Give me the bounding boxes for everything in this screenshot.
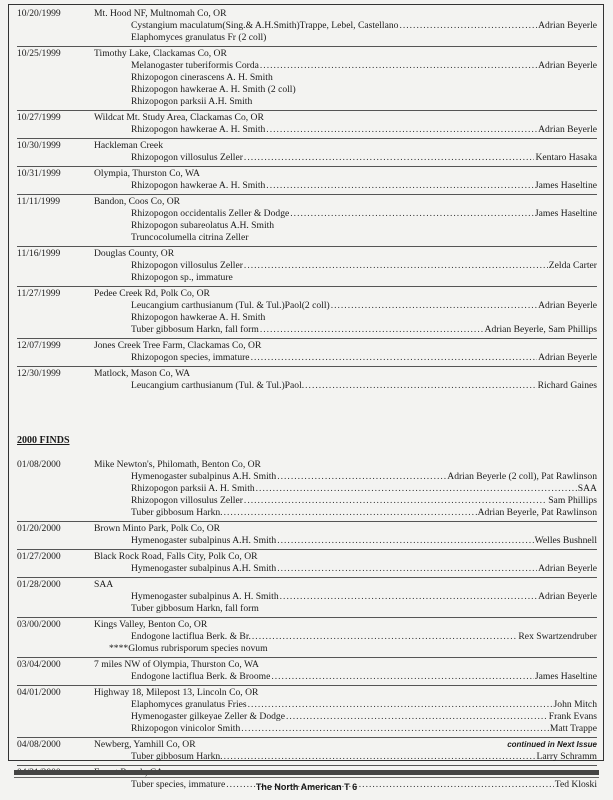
- collector-name: Adrian Beyerle: [538, 124, 597, 135]
- leader-dots: [271, 671, 534, 683]
- species-row: [131, 20, 597, 32]
- leader-dots: [256, 483, 577, 495]
- entry-header: [17, 368, 597, 380]
- collector-name: John Mitch: [553, 699, 597, 710]
- leader-dots: [286, 711, 548, 723]
- species-name: Elaphomyces granulatus Fries: [131, 699, 247, 710]
- collector-name: Frank Evans: [548, 711, 597, 722]
- find-entry: [17, 578, 597, 618]
- entry-date: 10/30/1999: [17, 140, 61, 151]
- leader-dots: [399, 20, 537, 32]
- footer-rule: [14, 770, 599, 775]
- leader-dots: [266, 124, 537, 136]
- find-entry: [17, 686, 597, 738]
- leader-dots: [277, 563, 537, 575]
- entry-date: 04/08/2000: [17, 739, 61, 750]
- leader-dots: [331, 300, 537, 312]
- species-row: [131, 380, 597, 392]
- find-entry: [17, 550, 597, 578]
- species-row: [131, 300, 597, 312]
- species-name: Rhizopogon villosulus Zeller: [131, 260, 243, 271]
- species-row: [131, 312, 597, 324]
- species-name: Rhizopogon hawkerae A. H. Smith: [131, 312, 266, 323]
- entry-header: [17, 48, 597, 60]
- entry-location: Wildcat Mt. Study Area, Clackamas Co, OR: [94, 112, 264, 123]
- species-name: Rhizopogon vinicolor Smith: [131, 723, 241, 734]
- collector-name: Larry Schramm: [536, 751, 597, 762]
- collector-name: SAA: [577, 483, 597, 494]
- leader-dots: [244, 152, 535, 164]
- find-entry: [17, 658, 597, 686]
- leader-dots: [244, 260, 548, 272]
- species-row: [131, 180, 597, 192]
- leader-dots: [266, 180, 534, 192]
- collector-name: Adrian Beyerle: [538, 20, 597, 31]
- collector-name: Ted Kloski: [554, 779, 597, 790]
- leader-dots: [280, 591, 537, 603]
- continued-note: continued in Next Issue: [507, 740, 597, 749]
- find-entry: [17, 7, 597, 47]
- section-spacer: [17, 448, 597, 458]
- find-entry: [17, 247, 597, 287]
- entry-header: [17, 551, 597, 563]
- collector-name: Adrian Beyerle (2 coll), Pat Rawlinson: [447, 471, 597, 482]
- leader-dots: [252, 631, 518, 643]
- entry-date: 01/20/2000: [17, 523, 61, 534]
- species-row: [131, 591, 597, 603]
- leader-dots: [260, 60, 537, 72]
- entry-header: [17, 288, 597, 300]
- find-entry: [17, 287, 597, 339]
- species-name: Hymenogaster gilkeyae Zeller & Dodge: [131, 711, 285, 722]
- collector-name: Adrian Beyerle, Sam Phillips: [484, 324, 597, 335]
- entry-date: 10/25/1999: [17, 48, 61, 59]
- species-name: Rhizopogon parksii A. H. Smith: [131, 483, 255, 494]
- entry-location: Black Rock Road, Falls City, Polk Co, OR: [94, 551, 258, 562]
- species-name: Rhizopogon species, immature: [131, 352, 250, 363]
- page-footer: The North American T 6: [255, 782, 358, 792]
- species-row: [131, 471, 597, 483]
- entry-location: Matlock, Mason Co, WA: [94, 368, 191, 379]
- species-name: Rhizopogon cinerascens A. H. Smith: [131, 72, 273, 83]
- entry-location: Jones Creek Tree Farm, Clackamas Co, OR: [94, 340, 262, 351]
- entry-date: 12/30/1999: [17, 368, 61, 379]
- species-row: [131, 84, 597, 96]
- collector-name: James Haseltine: [534, 208, 597, 219]
- leader-dots: [241, 723, 549, 735]
- collector-name: James Haseltine: [534, 180, 597, 191]
- footer-rule-thin: [14, 777, 599, 778]
- entry-header: [17, 196, 597, 208]
- special-note: ****Glomus rubrisporum species novum: [109, 643, 268, 654]
- species-name: Rhizopogon villosulus Zeller: [131, 152, 243, 163]
- entry-location: SAA: [94, 579, 114, 590]
- entry-date: 11/11/1999: [17, 196, 60, 207]
- species-row: [131, 260, 597, 272]
- species-row: [131, 60, 597, 72]
- species-name: Hymenogaster subalpinus A. H. Smith: [131, 591, 279, 602]
- entry-header: [17, 8, 597, 20]
- collector-name: Adrian Beyerle, Pat Rawlinson: [477, 507, 597, 518]
- entry-header: [17, 459, 597, 471]
- leader-dots: [224, 751, 536, 763]
- entry-date: 03/00/2000: [17, 619, 61, 630]
- species-name: Hymenogaster subalpinus A.H. Smith: [131, 471, 277, 482]
- entry-header: [17, 619, 597, 631]
- leader-dots: [305, 380, 536, 392]
- species-row: [131, 96, 597, 108]
- species-name: Hymenogaster subalpinus A.H. Smith: [131, 563, 277, 574]
- species-row: [131, 124, 597, 136]
- find-entry: [17, 47, 597, 111]
- species-row: [131, 208, 597, 220]
- species-name: Endogone lactiflua Berk. & Broome: [131, 671, 271, 682]
- species-row: [131, 220, 597, 232]
- entry-location: Mt. Hood NF, Multnomah Co, OR: [94, 8, 227, 19]
- collector-name: Rex Swartzendruber: [518, 631, 597, 642]
- species-name: Tuber species, immature: [131, 779, 226, 790]
- species-name: Leucangium carthusianum (Tul. & Tul.)Paol.: [131, 380, 305, 391]
- collector-name: Adrian Beyerle: [538, 300, 597, 311]
- species-name: Rhizopogon villosulus Zeller: [131, 495, 243, 506]
- find-entry: [17, 139, 597, 167]
- collector-name: Richard Gaines: [537, 380, 597, 391]
- leader-dots: [248, 699, 553, 711]
- find-entry: [17, 167, 597, 195]
- species-row: [131, 32, 597, 44]
- entry-location: Kings Valley, Benton Co, OR: [94, 619, 208, 630]
- entry-date: 03/04/2000: [17, 659, 61, 670]
- species-name: Tuber gibbosum Harkn, fall form: [131, 603, 259, 614]
- species-row: [131, 563, 597, 575]
- leader-dots: [277, 535, 533, 547]
- entry-header: [17, 340, 597, 352]
- species-row: [131, 751, 597, 763]
- species-name: Melanogaster tuberiformis Corda: [131, 60, 259, 71]
- find-entry: [17, 195, 597, 247]
- find-entry: [17, 111, 597, 139]
- leader-dots: [277, 471, 446, 483]
- collector-name: Adrian Beyerle: [538, 60, 597, 71]
- species-name: Rhizopogon hawkerae A. H. Smith (2 coll): [131, 84, 296, 95]
- entry-location: 7 miles NW of Olympia, Thurston Co, WA: [94, 659, 259, 670]
- collector-name: Welles Bushnell: [534, 535, 597, 546]
- entry-date: 12/07/1999: [17, 340, 61, 351]
- leader-dots: [251, 352, 538, 364]
- species-name: Endogone lactiflua Berk. & Br.: [131, 631, 251, 642]
- entry-header: [17, 248, 597, 260]
- leader-dots: [290, 208, 534, 220]
- entry-location: Newberg, Yamhill Co, OR: [94, 739, 196, 750]
- species-row: [131, 72, 597, 84]
- species-name: Rhizopogon subareolatus A.H. Smith: [131, 220, 275, 231]
- species-name: Hymenogaster subalpinus A.H. Smith: [131, 535, 277, 546]
- entry-header: [17, 112, 597, 124]
- entry-date: 10/31/1999: [17, 168, 61, 179]
- species-name: Rhizopogon sp., immature: [131, 272, 233, 283]
- species-name: Cystangium maculatum(Sing.& A.H.Smith)Trappe, Lebel, Castellano: [131, 20, 399, 31]
- find-entry: [17, 339, 597, 367]
- species-row: [131, 352, 597, 364]
- species-row: [131, 631, 597, 643]
- entry-date: 10/27/1999: [17, 112, 61, 123]
- find-entry: [17, 522, 597, 550]
- entry-location: Pedee Creek Rd, Polk Co, OR: [94, 288, 210, 299]
- species-name: Tuber gibbosum Harkn.: [131, 751, 223, 762]
- species-row: [131, 495, 597, 507]
- collector-name: Adrian Beyerle: [538, 591, 597, 602]
- species-row: [131, 711, 597, 723]
- species-row: [131, 671, 597, 683]
- species-row: [131, 723, 597, 735]
- find-entry: [17, 618, 597, 658]
- entry-header: [17, 659, 597, 671]
- entry-location: Olympia, Thurston Co, WA: [94, 168, 200, 179]
- collector-name: Kentaro Hasaka: [535, 152, 597, 163]
- leader-dots: [260, 324, 484, 336]
- entry-date: 10/20/1999: [17, 8, 61, 19]
- finds-list: [17, 7, 597, 793]
- species-row: [131, 232, 597, 244]
- entry-date: 01/08/2000: [17, 459, 61, 470]
- species-name: Truncocolumella citrina Zeller: [131, 232, 249, 243]
- entry-header: [17, 168, 597, 180]
- collector-name: Matt Trappe: [549, 723, 597, 734]
- species-row: [131, 483, 597, 495]
- entry-location: Bandon, Coos Co, OR: [94, 196, 181, 207]
- entry-header: [17, 140, 597, 152]
- species-name: Elaphomyces granulatus Fr (2 coll): [131, 32, 267, 43]
- entry-location: Hackleman Creek: [94, 140, 163, 151]
- species-row: [131, 272, 597, 284]
- entry-location: Douglas County, OR: [94, 248, 175, 259]
- entry-location: Brown Minto Park, Polk Co, OR: [94, 523, 221, 534]
- species-name: Tuber gibbosum Harkn.: [131, 507, 223, 518]
- entry-header: [17, 579, 597, 591]
- species-name: Rhizopogon occidentalis Zeller & Dodge: [131, 208, 290, 219]
- collector-name: Zelda Carter: [548, 260, 597, 271]
- collector-name: James Haseltine: [534, 671, 597, 682]
- species-row: [131, 603, 597, 615]
- collector-name: Sam Phillips: [548, 495, 597, 506]
- section-spacer: [17, 394, 597, 434]
- entry-date: 11/16/1999: [17, 248, 61, 259]
- species-name: Tuber gibbosum Harkn, fall form: [131, 324, 259, 335]
- entry-header: [17, 523, 597, 535]
- entry-location: Mike Newton's, Philomath, Benton Co, OR: [94, 459, 261, 470]
- leader-dots: [244, 495, 547, 507]
- species-name: Rhizopogon hawkerae A. H. Smith: [131, 180, 266, 191]
- species-name: Rhizopogon hawkerae A. H. Smith: [131, 124, 266, 135]
- collector-name: Adrian Beyerle: [538, 352, 597, 363]
- section-title: 2000 FINDS: [17, 435, 70, 446]
- species-row: [131, 152, 597, 164]
- entry-date: 01/28/2000: [17, 579, 61, 590]
- species-name: Leucangium carthusianum (Tul. & Tul.)Paol(2 coll): [131, 300, 330, 311]
- species-name: Rhizopogon parksii A.H. Smith: [131, 96, 253, 107]
- entry-date: 11/27/1999: [17, 288, 61, 299]
- entry-header: [17, 687, 597, 699]
- leader-dots: [224, 507, 477, 519]
- entry-date: 01/27/2000: [17, 551, 61, 562]
- species-row: [131, 535, 597, 547]
- entry-location: Timothy Lake, Clackamas Co, OR: [94, 48, 227, 59]
- find-entry: [17, 458, 597, 522]
- species-row: [131, 699, 597, 711]
- entry-date: 04/01/2000: [17, 687, 61, 698]
- species-row: [131, 324, 597, 336]
- collector-name: Adrian Beyerle: [538, 563, 597, 574]
- find-entry: [17, 367, 597, 394]
- entry-location: Highway 18, Milepost 13, Lincoln Co, OR: [94, 687, 259, 698]
- species-row: [131, 507, 597, 519]
